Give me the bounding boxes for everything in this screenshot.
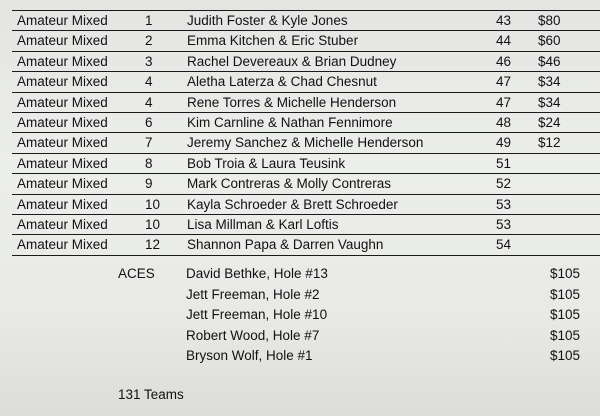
team-cell: Rene Torres & Michelle Henderson: [187, 94, 397, 110]
division-cell: Amateur Mixed: [17, 135, 108, 151]
division-cell: Amateur Mixed: [17, 216, 108, 232]
place-cell: 1: [145, 13, 153, 28]
score-cell: 52: [496, 176, 512, 192]
table-row: [12, 215, 600, 235]
table-row: [12, 195, 600, 215]
team-cell: Rachel Devereaux & Brian Dudney: [187, 53, 397, 69]
prize-cell: $80: [538, 13, 561, 28]
division-cell: Amateur Mixed: [17, 155, 108, 171]
division-cell: Amateur Mixed: [17, 114, 108, 130]
table-row: [12, 133, 600, 153]
table-row: [12, 93, 600, 113]
ace-prize: $105: [550, 348, 581, 363]
ace-name: David Bethke, Hole #13: [186, 266, 328, 281]
prize-cell: $34: [538, 74, 561, 90]
ace-name: Jett Freeman, Hole #2: [186, 286, 320, 302]
score-cell: 43: [496, 13, 512, 28]
division-cell: Amateur Mixed: [17, 237, 108, 253]
ace-prize: $105: [550, 327, 581, 343]
place-cell: 10: [145, 196, 161, 212]
team-cell: Mark Contreras & Molly Contreras: [187, 176, 392, 192]
place-cell: 9: [145, 176, 153, 192]
team-cell: Aletha Laterza & Chad Chesnut: [187, 74, 377, 90]
score-cell: 48: [496, 114, 512, 130]
ace-prize: $105: [550, 286, 581, 302]
team-cell: Kim Carnline & Nathan Fennimore: [187, 114, 393, 130]
team-cell: Judith Foster & Kyle Jones: [187, 13, 348, 28]
table-row: [12, 10, 600, 31]
score-cell: 54: [496, 237, 512, 253]
place-cell: 7: [145, 135, 153, 151]
teams-total: 131 Teams: [118, 387, 184, 402]
prize-cell: $24: [538, 114, 561, 130]
table-row: [12, 31, 600, 51]
prize-cell: $12: [538, 135, 561, 151]
table-row: [12, 52, 600, 72]
aces-section: [0, 264, 600, 367]
prize-cell: $46: [538, 53, 561, 69]
division-cell: Amateur Mixed: [17, 196, 108, 212]
prize-cell: $60: [538, 33, 561, 49]
results-table: [12, 10, 600, 256]
table-row: [12, 235, 600, 255]
table-row: [12, 174, 600, 194]
place-cell: 8: [145, 155, 153, 171]
division-cell: Amateur Mixed: [17, 13, 108, 28]
ace-prize: $105: [550, 307, 581, 322]
score-cell: 53: [496, 216, 512, 232]
team-cell: Emma Kitchen & Eric Stuber: [187, 33, 359, 49]
place-cell: 4: [145, 94, 153, 110]
ace-prize: $105: [550, 266, 581, 281]
ace-row: [0, 285, 600, 306]
ace-row: [0, 346, 600, 367]
team-cell: Bob Troia & Laura Teusink: [187, 155, 346, 171]
aces-label: ACES: [118, 266, 155, 281]
division-cell: Amateur Mixed: [17, 53, 108, 69]
ace-row: [0, 326, 600, 347]
division-cell: Amateur Mixed: [17, 94, 108, 110]
ace-row: [0, 264, 600, 285]
score-cell: 49: [496, 135, 512, 151]
place-cell: 12: [145, 237, 161, 253]
table-row: [12, 72, 600, 92]
division-cell: Amateur Mixed: [17, 74, 108, 90]
team-cell: Shannon Papa & Darren Vaughn: [187, 237, 384, 253]
ace-name: Bryson Wolf, Hole #1: [186, 348, 313, 363]
ace-name: Robert Wood, Hole #7: [186, 327, 320, 343]
place-cell: 6: [145, 114, 153, 130]
place-cell: 3: [145, 53, 153, 69]
ace-row: [0, 305, 600, 326]
score-cell: 44: [496, 33, 512, 49]
team-cell: Jeremy Sanchez & Michelle Henderson: [187, 135, 424, 151]
table-row: [12, 154, 600, 174]
division-cell: Amateur Mixed: [17, 33, 108, 49]
table-row: [12, 113, 600, 133]
score-cell: 46: [496, 53, 512, 69]
score-cell: 47: [496, 74, 512, 90]
team-cell: Lisa Millman & Karl Loftis: [187, 216, 339, 232]
score-cell: 47: [496, 94, 512, 110]
score-cell: 53: [496, 196, 512, 212]
place-cell: 4: [145, 74, 153, 90]
place-cell: 10: [145, 216, 161, 232]
division-cell: Amateur Mixed: [17, 176, 108, 192]
place-cell: 2: [145, 33, 153, 49]
score-cell: 51: [496, 155, 512, 171]
prize-cell: $34: [538, 94, 561, 110]
ace-name: Jett Freeman, Hole #10: [186, 307, 328, 322]
team-cell: Kayla Schroeder & Brett Schroeder: [187, 196, 398, 212]
